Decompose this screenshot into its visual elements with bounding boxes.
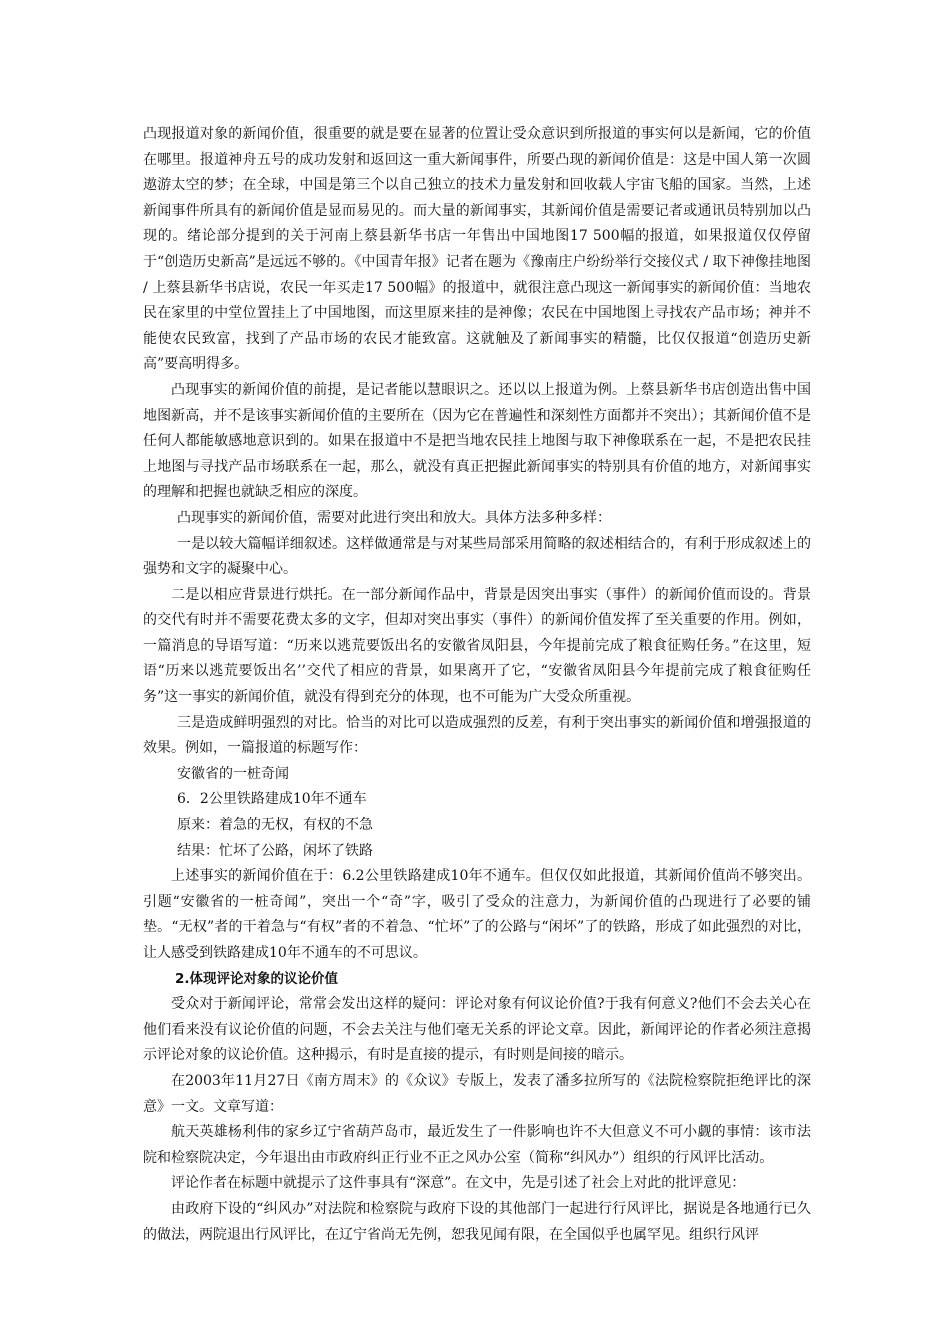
headline-quote-1: 安徽省的一桩奇闻 (177, 765, 289, 782)
paragraph-12: 由政府下设的“纠风办”对法院和检察院与政府下设的其他部门一起进行行风评比，据说是各地通行已久的做法，两院退出行风评比，在辽宁省尚无先例，恕我见闻有限，在全国似乎也属罕见。组织行风评 (143, 1200, 811, 1243)
paragraph-10: 航天英雄杨利伟的家乡辽宁省葫芦岛市，最近发生了一件影响也许不大但意义不可小觑的事情：该市法院和检察院决定，今年退出由市政府纠正行业不正之风办公室（简称“纠风办”）组织的行风评比活动。 (143, 1124, 811, 1166)
headline-quote-2: 6．2公里铁路建成10年不通车 (177, 791, 367, 808)
paragraph-5: 二是以相应背景进行烘托。在一部分新闻作品中，背景是因突出事实（事件）的新闻价值而设的。背景的交代有时并不需要花费太多的文字，但却对突出事实（事件）的新闻价值发挥了至关重要的作用。例如，一篇消息的导语写道：“历来以逃荒要饭出名的安徽省凤阳县，今年提前完成了粮食征购任务。”在这里，短语“历来以逃荒要饭出名’’交代了相应的背景，如果离开了它，“安徽省凤阳县今年提前完成了粮食征购任务”这一事实的新闻价值，就没有得到充分的体现，也不可能为广大受众所重视。 (143, 586, 811, 706)
paragraph-4: 一是以较大篇幅详细叙述。这样做通常是与对某些局部采用简略的叙述相结合的，有利于形成叙述上的强势和文字的凝聚中心。 (143, 535, 811, 578)
headline-quote-3: 原来：着急的无权，有权的不急 (177, 817, 373, 834)
paragraph-2: 凸现事实的新闻价值的前提，是记者能以慧眼识之。还以以上报道为例。上蔡县新华书店创造出售中国地图新高，并不是该事实新闻价值的主要所在（因为它在普遍性和深刻性方面都并不突出）；其新闻价值不是任何人都能敏感地意识到的。如果在报道中不是把当地农民挂上地图与取下神像联系在一起，不是把农民挂上地图与寻找产品市场联系在一起，那么，就没有真正把握此新闻事实的特别具有价值的地方，对新闻事实的理解和把握也就缺乏相应的深度。 (143, 381, 811, 501)
paragraph-6: 三是造成鲜明强烈的对比。恰当的对比可以造成强烈的反差，有利于突出事实的新闻价值和增强报道的效果。例如，一篇报道的标题写作： (143, 714, 811, 757)
section-heading: 2.体现评论对象的议论价值 (175, 970, 339, 987)
paragraph-7: 上述事实的新闻价值在于：6.2公里铁路建成10年不通车。但仅仅如此报道，其新闻价值尚不够突出。引题“安徽省的一桩奇闻”，突出一个“奇”字，吸引了受众的注意力，为新闻价值的凸现进行了必要的铺垫。“无权”者的干着急与“有权”者的不着急、“忙坏”了的公路与“闲坏”了的铁路，形成了如此强烈的对比，让人感受到铁路建成10年不通车的不可思议。 (143, 868, 811, 961)
paragraph-8: 受众对于新闻评论，常常会发出这样的疑问：评论对象有何议论价值?于我有何意义?他们不会去关心在他们看来没有议论价值的问题，不会去关注与他们毫无关系的评论文章。因此，新闻评论的作者必须注意揭示评论对象的议论价值。这种揭示，有时是直接的提示，有时则是间接的暗示。 (143, 996, 811, 1064)
headline-quote-4: 结果：忙坏了公路，闲坏了铁路 (177, 842, 373, 859)
paragraph-9: 在2003年11月27日《南方周末》的《众议》专版上，发表了潘多拉所写的《法院检察院拒绝评比的深意》一文。文章写道： (143, 1072, 811, 1115)
paragraph-11: 评论作者在标题中就提示了这件事具有“深意”。在文中，先是引述了社会上对此的批评意见： (171, 1175, 746, 1192)
paragraph-1: 凸现报道对象的新闻价值，很重要的就是要在显著的位置让受众意识到所报道的事实何以是新闻，它的价值在哪里。报道神舟五号的成功发射和返回这一重大新闻事件，所要凸现的新闻价值是：这是中国人第一次圆遨游太空的梦；在全球，中国是第三个以自己独立的技术力量发射和回收载人宇宙飞船的国家。当然，上述新闻事件所具有的新闻价值是显而易见的。而大量的新闻事实，其新闻价值是需要记者或通讯员特别加以凸现的。绪论部分提到的关于河南上蔡县新华书店一年售出中国地图17 500幅的报道，如果报道仅仅停留于“创造历史新高”是远远不够的。《中国青年报》记者在题为《豫南庄户纷纷举行交接仪式 / 取下神像挂地图 / 上蔡县新华书店说，农民一年买走17 500幅》的报道中，就很注意凸现这一新闻事实的新闻价值：当地农民在家里的中堂位置挂上了中国地图，而这里原来挂的是神像；农民在中国地图上寻找农产品市场；神并不能使农民致富，找到了产品市场的农民才能致富。这就触及了新闻事实的精髓，比仅仅报道“创造历史新高”要高明得多。 (143, 126, 811, 373)
document-page (143, 122, 811, 1248)
paragraph-3: 凸现事实的新闻价值，需要对此进行突出和放大。具体方法多种多样： (177, 509, 611, 526)
